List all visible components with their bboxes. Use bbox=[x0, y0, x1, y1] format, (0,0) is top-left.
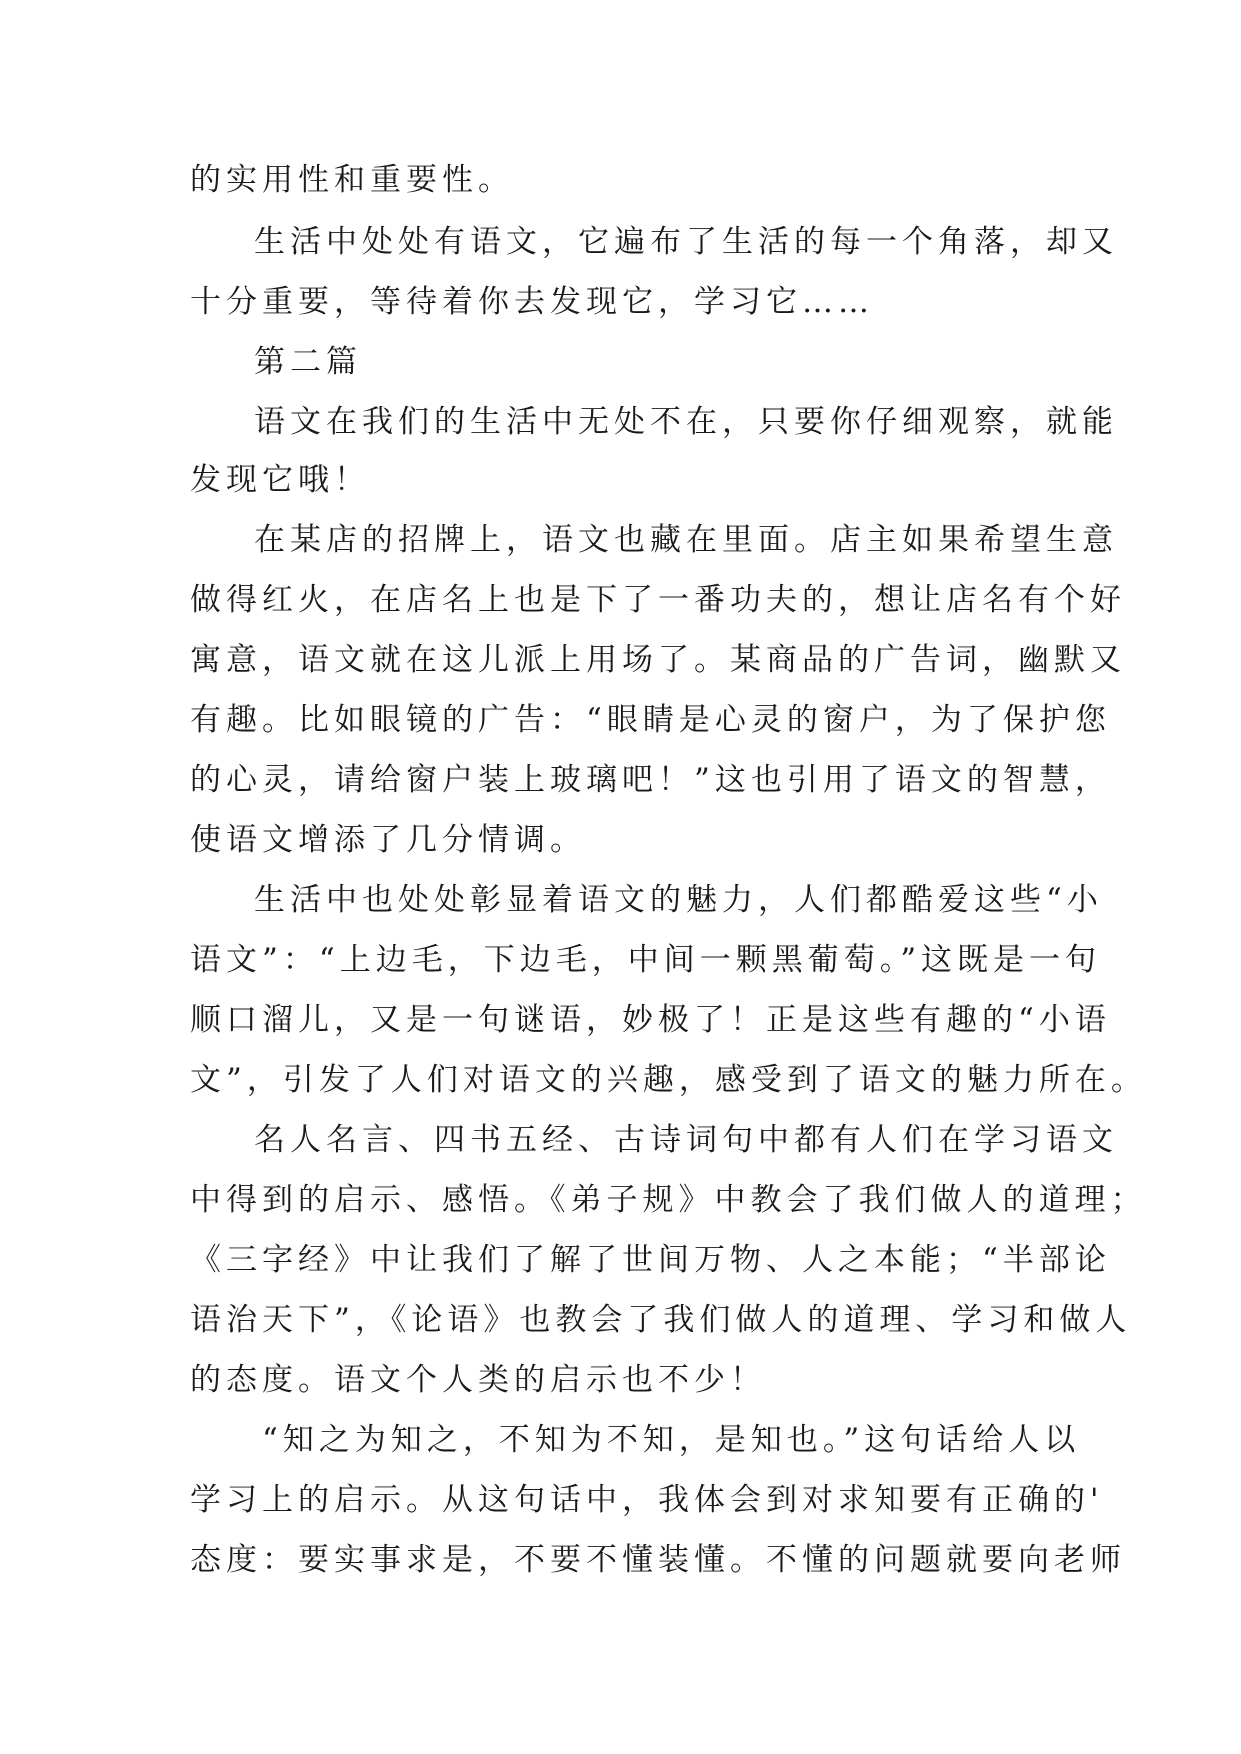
text-line: 在某店的招牌上，语文也藏在里面。店主如果希望生意 bbox=[254, 522, 1118, 558]
section-heading: 第二篇 bbox=[254, 344, 362, 380]
text-line: 生活中处处有语文，它遍布了生活的每一个角落，却又 bbox=[254, 224, 1118, 260]
text-line: 生活中也处处彰显着语文的魅力，人们都酷爱这些“小 bbox=[254, 882, 1103, 918]
text-line: 的态度。语文个人类的启示也不少！ bbox=[190, 1362, 766, 1398]
text-line: 语文在我们的生活中无处不在，只要你仔细观察，就能 bbox=[254, 404, 1118, 440]
text-line: 有趣。比如眼镜的广告：“眼睛是心灵的窗户，为了保护您 bbox=[190, 702, 1111, 738]
text-line: 中得到的启示、感悟。《弟子规》中教会了我们做人的道理； bbox=[190, 1182, 1147, 1218]
text-line: 十分重要，等待着你去发现它，学习它…… bbox=[190, 284, 874, 320]
text-line: 发现它哦！ bbox=[190, 462, 370, 498]
text-line: 语文”：“上边毛，下边毛，中间一颗黑葡萄。”这既是一句 bbox=[190, 942, 1102, 978]
text-line: 寓意，语文就在这儿派上用场了。某商品的广告词，幽默又 bbox=[190, 642, 1126, 678]
text-line: 文”，引发了人们对语文的兴趣，感受到了语文的魅力所在。 bbox=[190, 1062, 1147, 1098]
text-line: 的实用性和重要性。 bbox=[190, 162, 514, 198]
text-line: “知之为知之，不知为不知，是知也。”这句话给人以 bbox=[262, 1422, 1081, 1458]
text-line: 学习上的启示。从这句话中，我体会到对求知要有正确的' bbox=[190, 1482, 1104, 1518]
text-line: 《三字经》中让我们了解了世间万物、人之本能；“半部论 bbox=[190, 1242, 1111, 1278]
text-line: 做得红火，在店名上也是下了一番功夫的，想让店名有个好 bbox=[190, 582, 1126, 618]
text-line: 使语文增添了几分情调。 bbox=[190, 822, 586, 858]
text-line: 态度：要实事求是，不要不懂装懂。不懂的问题就要向老师 bbox=[190, 1542, 1126, 1578]
text-line: 的心灵，请给窗户装上玻璃吧！”这也引用了语文的智慧， bbox=[190, 762, 1111, 798]
text-line: 顺口溜儿，又是一句谜语，妙极了！正是这些有趣的“小语 bbox=[190, 1002, 1111, 1038]
text-line: 名人名言、四书五经、古诗词句中都有人们在学习语文 bbox=[254, 1122, 1118, 1158]
text-line: 语治天下”，《论语》也教会了我们做人的道理、学习和做人 bbox=[190, 1302, 1132, 1338]
